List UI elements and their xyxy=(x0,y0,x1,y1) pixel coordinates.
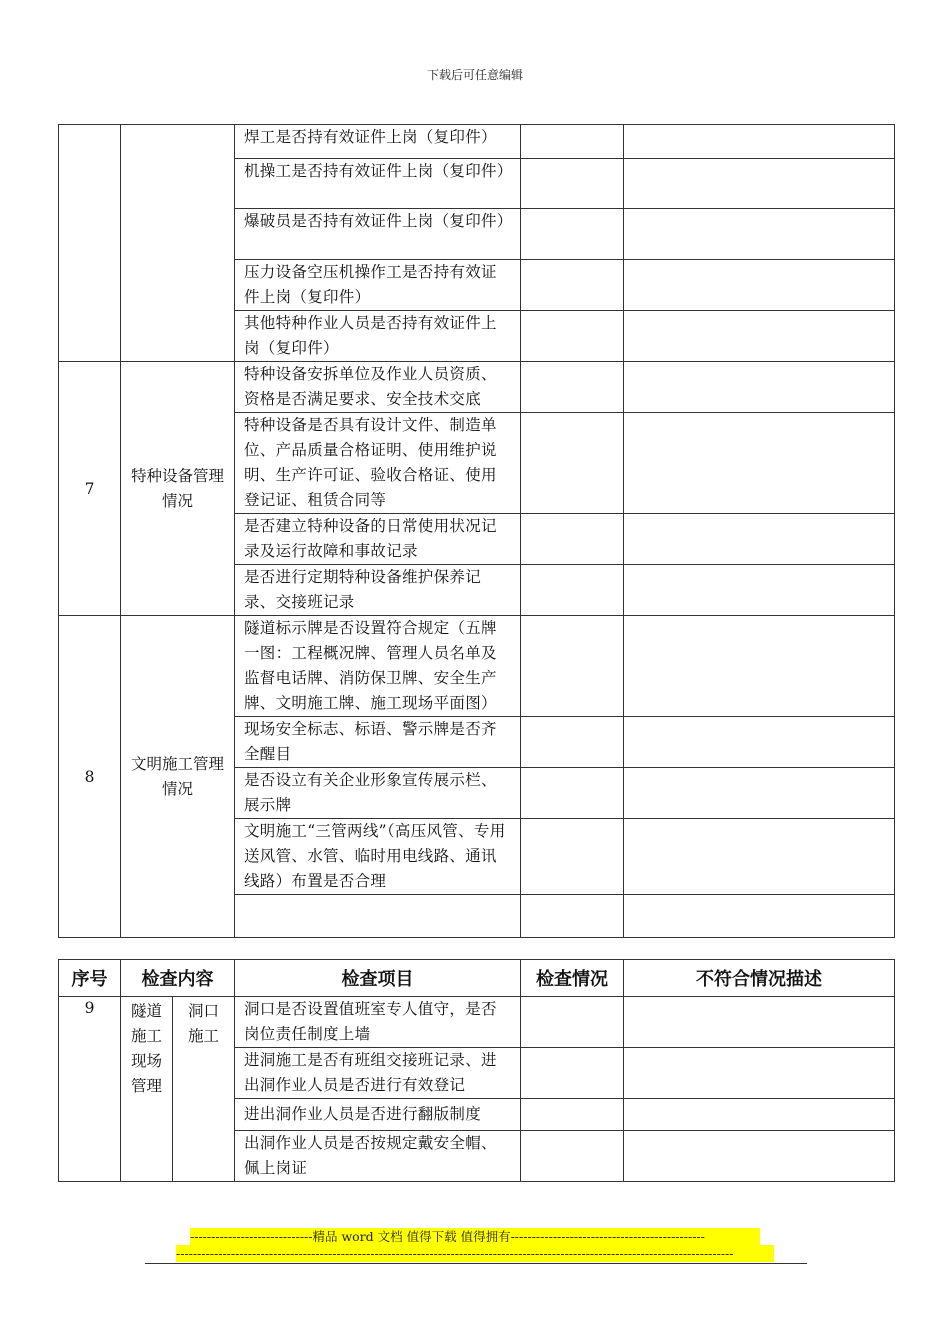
status-cell xyxy=(521,565,624,616)
header-seq: 序号 xyxy=(59,960,121,997)
status-cell xyxy=(521,311,624,362)
check-item: 压力设备空压机操作工是否持有效证件上岗（复印件） xyxy=(235,260,521,311)
seq-number: 8 xyxy=(59,616,121,938)
status-cell xyxy=(521,616,624,717)
status-cell xyxy=(521,1131,624,1182)
footer-watermark-line2: ------------------------------------------------------------------------------------------------------------------------------------ xyxy=(176,1245,774,1262)
inspection-table-continued xyxy=(58,124,895,938)
status-cell xyxy=(521,413,624,514)
status-cell xyxy=(521,209,624,260)
desc-cell xyxy=(624,514,895,565)
content-line: 管理 xyxy=(130,1077,162,1095)
status-cell xyxy=(521,125,624,159)
desc-cell xyxy=(624,1048,895,1099)
table-row xyxy=(59,125,895,159)
check-item xyxy=(235,895,521,938)
header-desc: 不符合情况描述 xyxy=(624,960,895,997)
check-item: 机操工是否持有效证件上岗（复印件） xyxy=(235,159,521,209)
check-item: 特种设备是否具有设计文件、制造单位、产品质量合格证明、使用维护说明、生产许可证、验收合格证、使用登记证、租赁合同等 xyxy=(235,413,521,514)
check-item: 进洞施工是否有班组交接班记录、进出洞作业人员是否进行有效登记 xyxy=(235,1048,521,1099)
check-item: 是否设立有关企业形象宣传展示栏、展示牌 xyxy=(235,768,521,819)
desc-cell xyxy=(624,413,895,514)
check-item: 是否建立特种设备的日常使用状况记录及运行故障和事故记录 xyxy=(235,514,521,565)
check-item: 焊工是否持有效证件上岗（复印件） xyxy=(235,125,521,159)
status-cell xyxy=(521,717,624,768)
content-line: 施工 xyxy=(130,1027,162,1045)
status-cell xyxy=(521,1048,624,1099)
status-cell xyxy=(521,159,624,209)
check-item: 洞口是否设置值班室专人值守，是否岗位责任制度上墙 xyxy=(235,997,521,1048)
seq-number: 9 xyxy=(59,997,121,1182)
header-status: 检查情况 xyxy=(521,960,624,997)
check-content: 文明施工管理情况 xyxy=(121,616,235,938)
status-cell xyxy=(521,768,624,819)
desc-cell xyxy=(624,895,895,938)
table-row xyxy=(59,616,895,717)
desc-cell xyxy=(624,819,895,895)
check-item: 现场安全标志、标语、警示牌是否齐全醒目 xyxy=(235,717,521,768)
desc-cell xyxy=(624,362,895,413)
status-cell xyxy=(521,362,624,413)
desc-cell xyxy=(624,997,895,1048)
table-row xyxy=(59,362,895,413)
check-content-main xyxy=(121,997,173,1182)
desc-cell xyxy=(624,311,895,362)
check-item: 隧道标示牌是否设置符合规定（五牌一图：工程概况牌、管理人员名单及监督电话牌、消防保卫牌、安全生产牌、文明施工牌、施工现场平面图） xyxy=(235,616,521,717)
content-line: 洞口 xyxy=(187,1002,219,1020)
check-item: 是否进行定期特种设备维护保养记录、交接班记录 xyxy=(235,565,521,616)
desc-cell xyxy=(624,260,895,311)
status-cell xyxy=(521,997,624,1048)
status-cell xyxy=(521,819,624,895)
header-content: 检查内容 xyxy=(121,960,235,997)
desc-cell xyxy=(624,565,895,616)
desc-cell xyxy=(624,125,895,159)
desc-cell xyxy=(624,1131,895,1182)
check-item: 文明施工“三管两线”（高压风管、专用送风管、水管、临时用电线路、通讯线路）布置是否合理 xyxy=(235,819,521,895)
status-cell xyxy=(521,895,624,938)
check-content: 特种设备管理情况 xyxy=(121,362,235,616)
status-cell xyxy=(521,514,624,565)
check-item: 出洞作业人员是否按规定戴安全帽、佩上岗证 xyxy=(235,1131,521,1182)
inspection-table xyxy=(58,959,895,1182)
status-cell xyxy=(521,260,624,311)
status-cell xyxy=(521,1099,624,1131)
footer-watermark-line1: -----------------------------精品 word 文档 值得下载 值得拥有---------------------------------------------- xyxy=(190,1228,760,1245)
table-header-row xyxy=(59,960,895,997)
footer-divider xyxy=(145,1263,807,1264)
desc-cell xyxy=(624,209,895,260)
header-item: 检查项目 xyxy=(235,960,521,997)
content-line: 施工 xyxy=(187,1027,219,1045)
desc-cell xyxy=(624,616,895,717)
check-item: 其他特种作业人员是否持有效证件上岗（复印件） xyxy=(235,311,521,362)
desc-cell xyxy=(624,768,895,819)
content-line: 现场 xyxy=(130,1052,162,1070)
check-item: 爆破员是否持有效证件上岗（复印件） xyxy=(235,209,521,260)
content-line: 隧道 xyxy=(130,1002,162,1020)
table-row xyxy=(59,997,895,1048)
desc-cell xyxy=(624,159,895,209)
check-content-sub xyxy=(173,997,235,1182)
check-item: 进出洞作业人员是否进行翻版制度 xyxy=(235,1099,521,1131)
content-cell xyxy=(121,125,235,362)
desc-cell xyxy=(624,1099,895,1131)
seq-number: 7 xyxy=(59,362,121,616)
desc-cell xyxy=(624,717,895,768)
check-item: 特种设备安拆单位及作业人员资质、资格是否满足要求、安全技术交底 xyxy=(235,362,521,413)
header-note: 下载后可任意编辑 xyxy=(426,68,523,82)
seq-cell xyxy=(59,125,121,362)
